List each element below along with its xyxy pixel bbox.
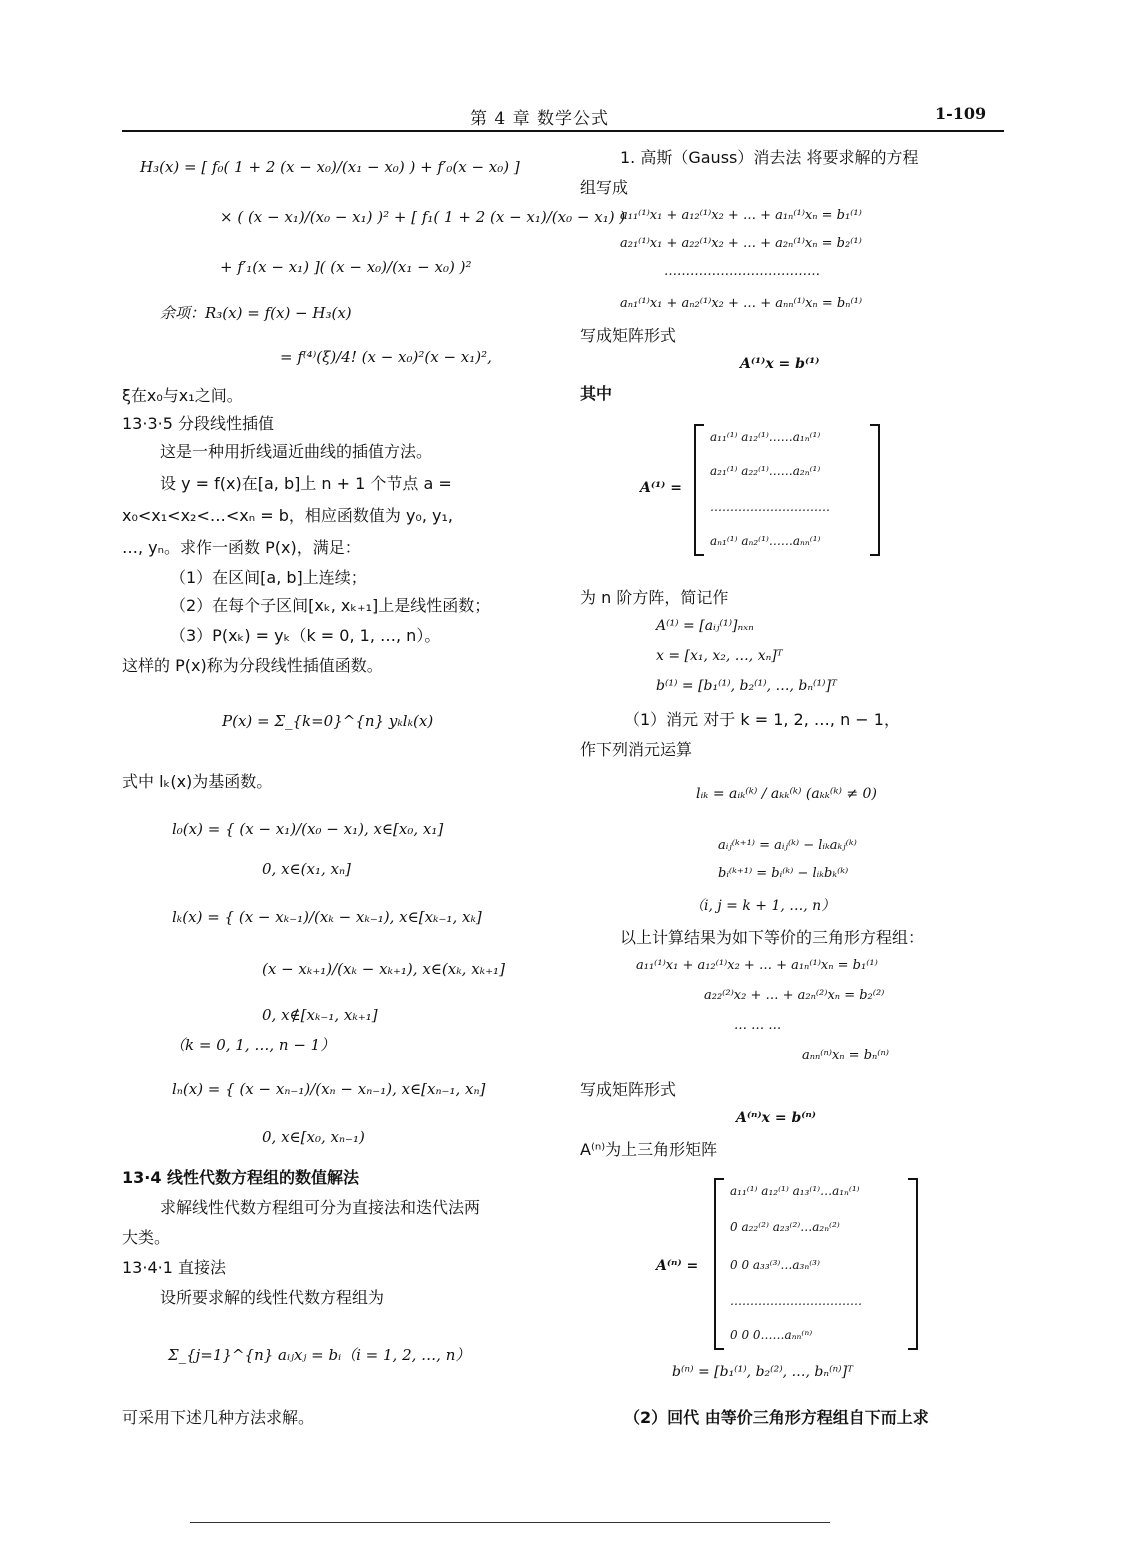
gauss-heading-line2: 组写成 <box>580 178 629 197</box>
def-a1: A⁽¹⁾ = [aᵢⱼ⁽¹⁾]ₙₓₙ <box>656 618 754 634</box>
system-equation-n: aₙ₁⁽¹⁾x₁ + aₙ₂⁽¹⁾x₂ + … + aₙₙ⁽¹⁾xₙ = bₙ⁽¹⁾ <box>620 296 863 311</box>
system-intro-paragraph: 设所要求解的线性代数方程组为 <box>160 1288 385 1307</box>
remainder-line1: 余项：R₃(x) = f(x) − H₃(x) <box>160 304 352 322</box>
lk-line1: lₖ(x) = { (x − xₖ₋₁)/(xₖ − xₖ₋₁), x∈[xₖ₋₁, xₖ] <box>172 908 482 926</box>
elimination-line1: （1）消元 对于 k = 1, 2, …, n − 1， <box>624 710 900 729</box>
matrix-an-row5: 0 0 0……aₙₙ⁽ⁿ⁾ <box>730 1328 813 1342</box>
triangular-eq-dots: … … … <box>734 1018 782 1033</box>
matrix-equation-an: A⁽ⁿ⁾x = b⁽ⁿ⁾ <box>736 1110 816 1126</box>
def-b1: b⁽¹⁾ = [b₁⁽¹⁾, b₂⁽¹⁾, …, bₙ⁽¹⁾]ᵀ <box>656 678 837 694</box>
triangular-intro: 以上计算结果为如下等价的三角形方程组： <box>620 928 925 947</box>
lk-line2: (x − xₖ₊₁)/(xₖ − xₖ₊₁), x∈(xₖ, xₖ₊₁] <box>262 960 505 978</box>
triangular-eq-n: aₙₙ⁽ⁿ⁾xₙ = bₙ⁽ⁿ⁾ <box>802 1048 889 1063</box>
set-paragraph-line2: x₀<x₁<x₂<…<xₙ = b，相应函数值为 y₀, y₁, <box>122 506 453 525</box>
matrix-an <box>714 1178 918 1350</box>
piecewise-sum-formula: P(x) = Σ_{k=0}^{n} yₖlₖ(x) <box>222 712 434 730</box>
condition-3: （3）P(xₖ) = yₖ（k = 0, 1, …, n）。 <box>170 626 441 645</box>
set-paragraph-line1: 设 y = f(x)在[a, b]上 n + 1 个节点 a = <box>160 474 452 493</box>
def-x: x = [x₁, x₂, …, xₙ]ᵀ <box>656 648 783 664</box>
def-bn: b⁽ⁿ⁾ = [b₁⁽¹⁾, b₂⁽²⁾, …, bₙ⁽ⁿ⁾]ᵀ <box>672 1364 853 1380</box>
h3-formula-line2: × ( (x − x₁)/(x₀ − x₁) )² + [ f₁( 1 + 2 (x − x₁)/(x₀ − x₁) ) <box>220 208 626 226</box>
matrix-a1 <box>694 424 880 556</box>
bottom-rule <box>190 1522 830 1523</box>
xi-note: ξ在x₀与x₁之间。 <box>122 386 243 405</box>
ij-range: （i, j = k + 1, …, n） <box>690 898 836 914</box>
lik-formula: lᵢₖ = aᵢₖ⁽ᵏ⁾ / aₖₖ⁽ᵏ⁾ (aₖₖ⁽ᵏ⁾ ≠ 0) <box>696 786 877 802</box>
matrix-a1-label: A⁽¹⁾ = <box>640 480 682 496</box>
page-number: 1-109 <box>935 104 987 123</box>
system-equation-dots: ……………………………… <box>664 264 820 279</box>
condition-1: （1）在区间[a, b]上连续； <box>170 568 367 587</box>
ln-line1: lₙ(x) = { (x − xₙ₋₁)/(xₙ − xₙ₋₁), x∈[xₙ₋₁, xₙ] <box>172 1080 486 1098</box>
section-13-4: 13·4 线性代数方程组的数值解法 <box>122 1168 360 1187</box>
matrix-an-row1: a₁₁⁽¹⁾ a₁₂⁽¹⁾ a₁₃⁽¹⁾…a₁ₙ⁽¹⁾ <box>730 1184 860 1198</box>
section-13-4-paragraph-line2: 大类。 <box>122 1228 171 1247</box>
where-basis-paragraph: 式中 lₖ(x)为基函数。 <box>122 772 273 791</box>
n-order-label: 为 n 阶方阵，简记作 <box>580 588 729 607</box>
system-equation-2: a₂₁⁽¹⁾x₁ + a₂₂⁽¹⁾x₂ + … + a₂ₙ⁽¹⁾xₙ = b₂⁽¹⁾ <box>620 236 862 251</box>
such-paragraph: 这样的 P(x)称为分段线性插值函数。 <box>122 656 383 675</box>
l0-line2: 0, x∈(x₁, xₙ] <box>262 860 351 878</box>
chapter-title: 第 4 章 数学公式 <box>470 109 610 129</box>
matrix-an-row2: 0 a₂₂⁽²⁾ a₂₃⁽²⁾…a₂ₙ⁽²⁾ <box>730 1220 840 1234</box>
section-13-3-5: 13·3·5 分段线性插值 <box>122 414 274 433</box>
section-13-4-1: 13·4·1 直接法 <box>122 1258 226 1277</box>
set-paragraph-line3: …, yₙ。求作一函数 P(x)，满足： <box>122 538 361 557</box>
system-sum-formula: Σ_{j=1}^{n} aᵢⱼxⱼ = bᵢ（i = 1, 2, …, n） <box>168 1346 471 1364</box>
system-equation-1: a₁₁⁽¹⁾x₁ + a₁₂⁽¹⁾x₂ + … + a₁ₙ⁽¹⁾xₙ = b₁⁽¹⁾ <box>620 208 862 223</box>
condition-2: （2）在每个子区间[xₖ, xₖ₊₁]上是线性函数； <box>170 596 491 615</box>
matrix-a1-row2: a₂₁⁽¹⁾ a₂₂⁽¹⁾……a₂ₙ⁽¹⁾ <box>710 464 821 478</box>
h3-formula-line1: H₃(x) = [ f₀( 1 + 2 (x − x₀)/(x₁ − x₀) ) + f′₀(x − x₀) ] <box>140 158 520 176</box>
upper-triangular-label: A⁽ⁿ⁾为上三角形矩阵 <box>580 1140 718 1159</box>
aij-update-formula: aᵢⱼ⁽ᵏ⁺¹⁾ = aᵢⱼ⁽ᵏ⁾ − lᵢₖaₖⱼ⁽ᵏ⁾ <box>718 838 857 853</box>
remainder-line2: = f⁽⁴⁾(ξ)/4! (x − x₀)²(x − x₁)², <box>280 348 492 366</box>
header-rule <box>122 130 1004 132</box>
l0-line1: l₀(x) = { (x − x₁)/(x₀ − x₁), x∈[x₀, x₁] <box>172 820 444 838</box>
ln-line2: 0, x∈[x₀, xₙ₋₁) <box>262 1128 365 1146</box>
where-label: 其中 <box>580 384 613 403</box>
elimination-line2: 作下列消元运算 <box>580 740 693 759</box>
intro-paragraph: 这是一种用折线逼近曲线的插值方法。 <box>160 442 433 461</box>
triangular-eq-2: a₂₂⁽²⁾x₂ + … + a₂ₙ⁽²⁾xₙ = b₂⁽²⁾ <box>704 988 885 1003</box>
bi-update-formula: bᵢ⁽ᵏ⁺¹⁾ = bᵢ⁽ᵏ⁾ − lᵢₖbₖ⁽ᵏ⁾ <box>718 866 849 881</box>
triangular-eq-1: a₁₁⁽¹⁾x₁ + a₁₂⁽¹⁾x₂ + … + a₁ₙ⁽¹⁾xₙ = b₁⁽¹⁾ <box>636 958 878 973</box>
matrix-an-row4: …………………………… <box>730 1294 862 1308</box>
gauss-heading-line1: 1. 高斯（Gauss）消去法 将要求解的方程 <box>620 148 919 167</box>
matrix-an-row3: 0 0 a₃₃⁽³⁾…a₃ₙ⁽³⁾ <box>730 1258 820 1272</box>
back-substitution-line: （2）回代 由等价三角形方程组自下而上求 <box>624 1408 929 1427</box>
matrix-equation-a1: A⁽¹⁾x = b⁽¹⁾ <box>740 356 820 372</box>
matrix-a1-row4: aₙ₁⁽¹⁾ aₙ₂⁽¹⁾……aₙₙ⁽¹⁾ <box>710 534 821 548</box>
section-13-4-paragraph-line1: 求解线性代数方程组可分为直接法和迭代法两 <box>160 1198 481 1217</box>
page-header <box>0 104 1138 128</box>
matrix-a1-row3: ………………………… <box>710 500 830 514</box>
lk-line3: 0, x∉[xₖ₋₁, xₖ₊₁] <box>262 1006 378 1024</box>
k-range: （k = 0, 1, …, n − 1） <box>170 1036 336 1054</box>
matrix-form-label-2: 写成矩阵形式 <box>580 1080 677 1099</box>
matrix-form-label: 写成矩阵形式 <box>580 326 677 345</box>
matrix-a1-row1: a₁₁⁽¹⁾ a₁₂⁽¹⁾……a₁ₙ⁽¹⁾ <box>710 430 821 444</box>
matrix-an-label: A⁽ⁿ⁾ = <box>656 1258 699 1274</box>
methods-paragraph: 可采用下述几种方法求解。 <box>122 1408 315 1427</box>
h3-formula-line3: + f′₁(x − x₁) ]( (x − x₀)/(x₁ − x₀) )² <box>220 258 472 276</box>
